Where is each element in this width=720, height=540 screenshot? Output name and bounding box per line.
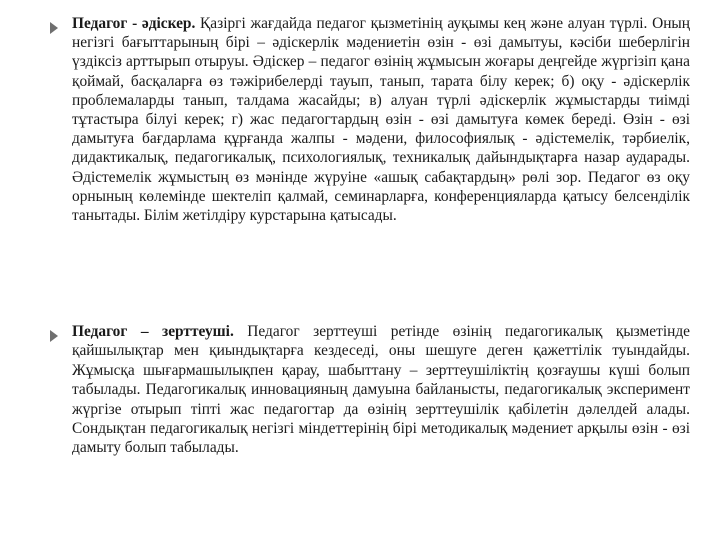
bullet-body-text: Қазіргі жағдайда педагог қызметінің ауқымы кең және алуан түрлі. Оның негізгі бағыттарының бірі – әдіскерлік мәдениетін өзін - өзі дамытуы, кәсіби шеберлігін үздіксіз арттырып отыруы. Әдіскер – педагог өзінің жұмысын жоғары деңгейде жүргізіп қана қоймай, басқаларға өз тәжірибелерді тауып, танып, тарата білу керек; б) оқу - әдіскерлік проблемаларды танып, талдама жасайды; в) алуан түрлі әдіскерлік жұмыстарды тиімді тұтастыра білуі керек; г) жас педагогтардың өзін - өзі дамытуға көмек береді. Өзін - өзі дамытуға бағдарлама құрғанда жалпы - мәдени, философиялық - әдістемелік, тәрбиелік, дидактикалық, педагогикалық, психологиялық, техникалық дайындықтарға назар аударады. Әдістемелік жұмыстың өз мәнінде жүруіне «ашық сабақтардың» рөлі зор. Педагог өз оқу орнының көлемінде шектеліп қалмай, семинарларға, конференцияларда қатысу белсенділік танытады. Білім жетілдіру курстарына қатысады. xyxy=(72,15,691,225)
bullet-item-teacher-researcher xyxy=(50,322,690,458)
triangle-bullet-icon xyxy=(50,330,58,342)
bullet-item-teacher-methodologist xyxy=(50,14,690,225)
bullet-heading: Педагог - әдіскер. xyxy=(72,15,196,32)
bullet-paragraph xyxy=(72,322,690,458)
bullet-paragraph xyxy=(72,14,690,225)
triangle-bullet-icon xyxy=(50,22,58,34)
bullet-heading: Педагог – зерттеуші. xyxy=(72,323,234,340)
bullet-body-text: Педагог зерттеуші ретінде өзінің педагогикалық қызметінде қайшылықтар мен қиындықтарға кездеседі, оны шешуге деген қажеттілік туындайды. Жұмысқа шығармашылықпен қарау, шабыттану – зерттеушіліктің қозғаушы күші болып табылады. Педагогикалық инновацияның дамуына байланысты, педагогикалық эксперимент жүргізе отырып тіпті жас педагогтар да өзінің зерттеушілік қабілетін дәлелдей алады. Сондықтан педагогикалық негізгі міндеттерінің бірі методикалық мәдениет арқылы өзін - өзі дамыту болып табылады. xyxy=(72,323,691,457)
